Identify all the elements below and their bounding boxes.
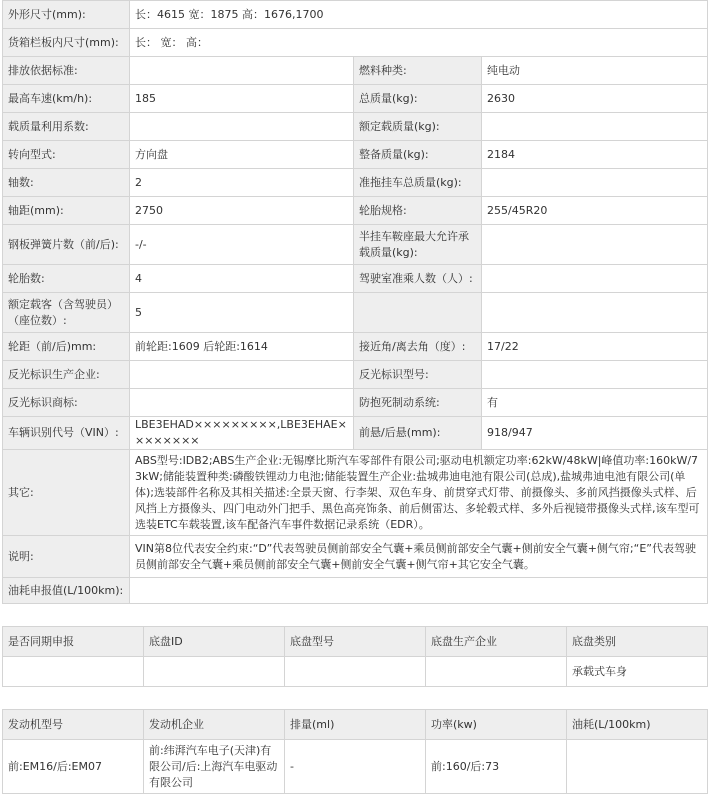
param-value [130,113,354,141]
param-label: 半挂车鞍座最大允许承载质量(kg): [354,225,482,265]
param-row [3,141,708,169]
param-label: 排放依据标准: [3,57,130,85]
param-label: 燃料种类: [354,57,482,85]
param-row [3,417,708,450]
param-label: 载质量利用系数: [3,113,130,141]
chassis-value-cell: 承载式车身 [567,657,708,687]
param-value [482,361,708,389]
param-row [3,169,708,197]
param-label: 车辆识别代号（VIN）: [3,417,130,450]
engine-value-cell: 前:160/后:73 [426,740,567,794]
engine-header-row [3,710,708,740]
param-label: 转向型式: [3,141,130,169]
param-value [482,113,708,141]
param-value: 2750 [130,197,354,225]
param-value: -/- [130,225,354,265]
engine-header-cell: 排量(ml) [285,710,426,740]
param-value: 918/947 [482,417,708,450]
chassis-value-cell [144,657,285,687]
param-label: 反光标识生产企业: [3,361,130,389]
label-note: 说明: [3,536,130,578]
param-value [482,169,708,197]
param-value: 185 [130,85,354,113]
param-label: 接近角/离去角（度）: [354,333,482,361]
param-value [130,57,354,85]
param-label: 前悬/后悬(mm): [354,417,482,450]
row-dimensions [3,1,708,29]
engine-table [2,709,708,794]
row-other [3,450,708,536]
chassis-value-cell [285,657,426,687]
label-dimensions: 外形尺寸(mm): [3,1,130,29]
param-label: 钢板弹簧片数（前/后): [3,225,130,265]
param-value: 4 [130,265,354,293]
param-row [3,225,708,265]
param-value [130,361,354,389]
label-fuel-declared: 油耗申报值(L/100km): [3,578,130,604]
engine-value-cell [567,740,708,794]
row-fuel-declared [3,578,708,604]
param-row [3,57,708,85]
param-value [482,293,708,333]
engine-header-cell: 功率(kw) [426,710,567,740]
param-value: 5 [130,293,354,333]
param-value: 2184 [482,141,708,169]
engine-header-cell: 发动机企业 [144,710,285,740]
chassis-header-cell: 底盘生产企业 [426,627,567,657]
param-label: 准拖挂车总质量(kg): [354,169,482,197]
param-label: 驾驶室准乘人数（人）: [354,265,482,293]
chassis-value-cell [426,657,567,687]
chassis-value-row [3,657,708,687]
param-value [482,265,708,293]
param-value: 2630 [482,85,708,113]
param-label: 轮距（前/后)mm: [3,333,130,361]
param-label: 反光标识商标: [3,389,130,417]
param-value: LBE3EHAD×××××××××,LBE3EHAE×××××××× [130,417,354,450]
param-label: 轮胎数: [3,265,130,293]
vehicle-params-table [2,0,708,604]
param-row [3,197,708,225]
param-value: 纯电动 [482,57,708,85]
engine-value-cell: 前:EM16/后:EM07 [3,740,144,794]
value-dimensions: 长：4615 宽：1875 高：1676,1700 [130,1,708,29]
value-note: VIN第8位代表安全约束:“D”代表驾驶员侧前部安全气囊+乘员侧前部安全气囊+侧前安全气囊+侧气帘;“E”代表驾驶员侧前部安全气囊+乘员侧前部安全气囊+侧前安全气囊+侧气帘+其它安全气囊。 [130,536,708,578]
engine-value-cell: 前:纬湃汽车电子(天津)有限公司/后:上海汽车电驱动有限公司 [144,740,285,794]
param-label: 反光标识型号: [354,361,482,389]
chassis-table [2,626,708,687]
row-cargo-box [3,29,708,57]
label-cargo-box: 货箱栏板内尺寸(mm): [3,29,130,57]
param-row [3,361,708,389]
param-row [3,389,708,417]
label-other: 其它: [3,450,130,536]
chassis-header-cell: 底盘类别 [567,627,708,657]
param-label: 轮胎规格: [354,197,482,225]
param-label: 总质量(kg): [354,85,482,113]
value-cargo-box: 长： 宽： 高： [130,29,708,57]
param-label: 额定载客（含驾驶员）（座位数）: [3,293,130,333]
engine-value-cell: - [285,740,426,794]
value-fuel-declared [130,578,708,604]
param-value [130,389,354,417]
param-value: 方向盘 [130,141,354,169]
engine-value-row [3,740,708,794]
param-row [3,113,708,141]
param-row [3,85,708,113]
param-value [482,225,708,265]
engine-header-cell: 油耗(L/100km) [567,710,708,740]
param-label: 最高车速(km/h): [3,85,130,113]
engine-header-cell: 发动机型号 [3,710,144,740]
param-label: 轴距(mm): [3,197,130,225]
row-note [3,536,708,578]
param-label: 整备质量(kg): [354,141,482,169]
param-label: 轴数: [3,169,130,197]
param-label: 防抱死制动系统: [354,389,482,417]
param-value: 2 [130,169,354,197]
param-label: 额定载质量(kg): [354,113,482,141]
chassis-value-cell [3,657,144,687]
chassis-header-cell: 是否同期申报 [3,627,144,657]
chassis-header-cell: 底盘ID [144,627,285,657]
chassis-header-row [3,627,708,657]
param-label [354,293,482,333]
param-row [3,293,708,333]
param-value: 17/22 [482,333,708,361]
param-row [3,333,708,361]
param-row [3,265,708,293]
param-value: 有 [482,389,708,417]
chassis-header-cell: 底盘型号 [285,627,426,657]
param-value: 255/45R20 [482,197,708,225]
value-other: ABS型号:IDB2;ABS生产企业:无锡摩比斯汽车零部件有限公司;驱动电机额定功率:62kW/48kW|峰值功率:160kW/73kW;储能装置种类:磷酸铁锂动力电池;储能装置生产企业:盐城弗迪电池有限公司(总成),盐城弗迪电池有限公司(单体);选装部件名称及其相关描述:全景天窗、行李架、双色车身、前贯穿式灯带、前摄像头、多前风挡摄像头式样、后风挡上方摄像头、四门电动外门把手、黑色高亮饰条、前后侧雷达、多轮毂式样、多外后视镜带摄像头式样,该车型可选装ETC车载装置,该车配备汽车事件数据记录系统（EDR）。 [130,450,708,536]
param-value: 前轮距:1609 后轮距:1614 [130,333,354,361]
